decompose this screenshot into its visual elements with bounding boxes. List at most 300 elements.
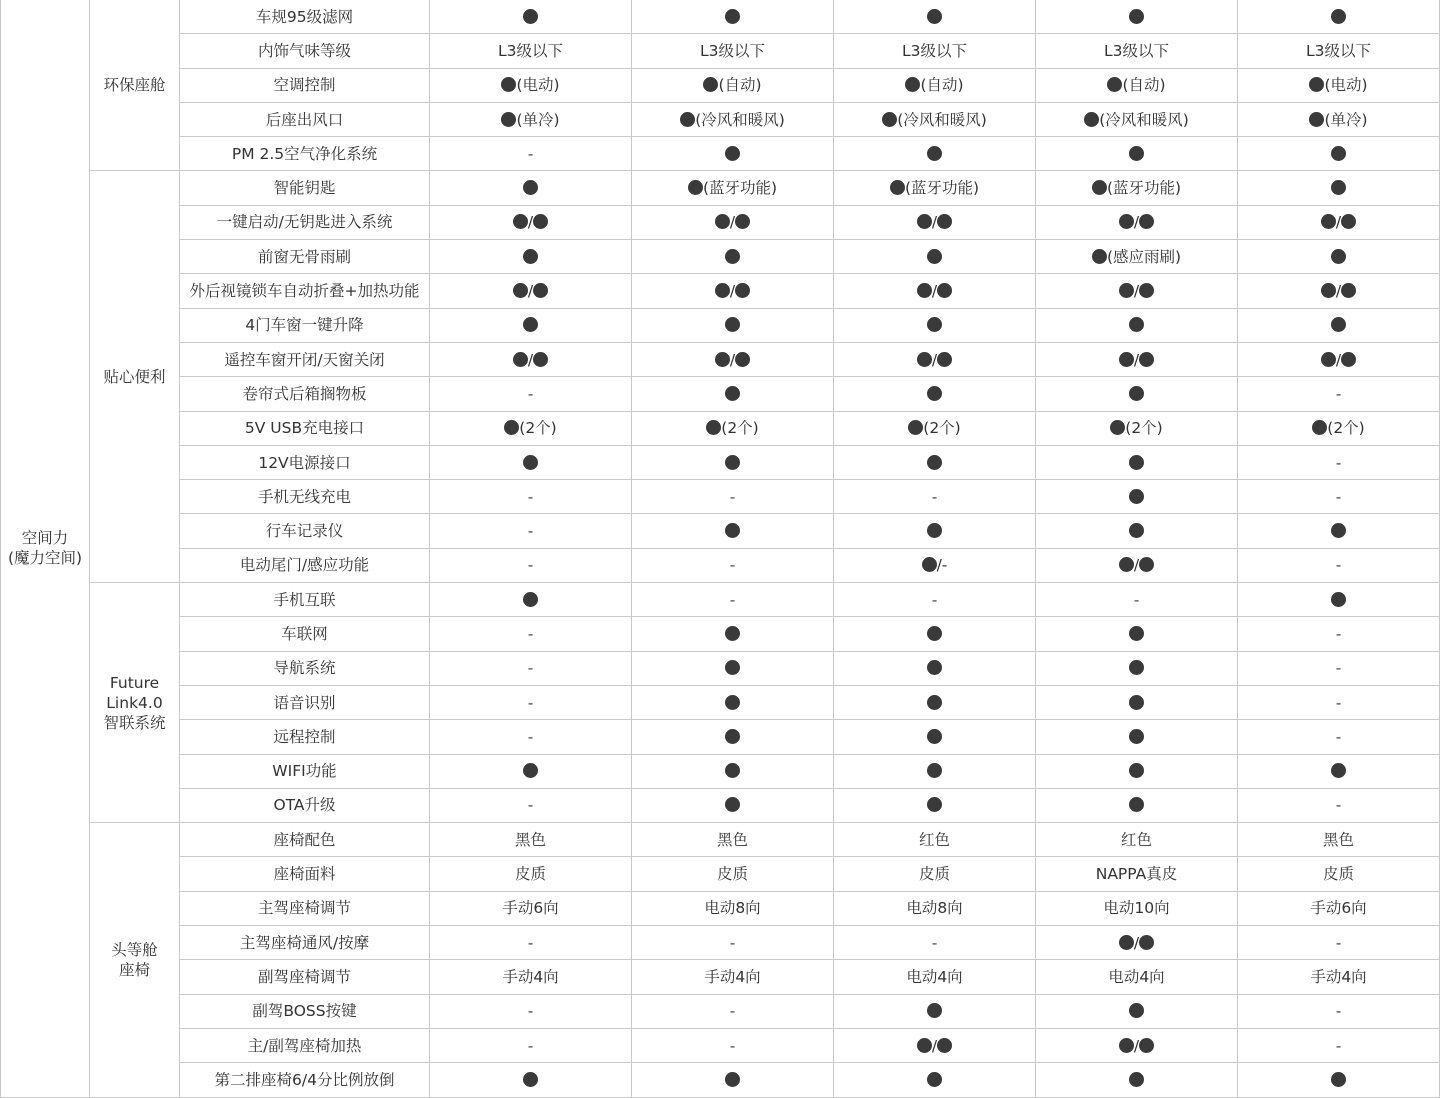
trim-value-cell — [632, 583, 834, 617]
trim-value-cell — [430, 1063, 632, 1097]
standard-dot-icon — [917, 283, 932, 298]
standard-dot-icon — [523, 249, 538, 264]
standard-dot-icon — [1110, 420, 1125, 435]
table-row — [1, 274, 1440, 308]
standard-dot-icon — [927, 763, 942, 778]
standard-dot-icon — [1331, 317, 1346, 332]
trim-value-cell — [834, 171, 1036, 205]
value-text: 皮质 — [514, 865, 546, 884]
standard-dot-icon — [1331, 146, 1346, 161]
value-text: / — [1133, 933, 1140, 952]
table-row — [1, 754, 1440, 788]
dash-mark: - — [1335, 796, 1342, 815]
trim-value-cell — [1238, 1063, 1440, 1097]
feature-name: OTA升级 — [180, 788, 430, 822]
trim-value-cell — [834, 480, 1036, 514]
standard-dot-icon — [1129, 386, 1144, 401]
trim-value-cell — [1238, 583, 1440, 617]
trim-value-cell — [1238, 308, 1440, 342]
trim-value-cell — [1036, 685, 1238, 719]
trim-value-cell — [632, 0, 834, 34]
standard-dot-icon — [523, 180, 538, 195]
feature-name: 车规95级滤网 — [180, 0, 430, 34]
standard-dot-icon — [1139, 283, 1154, 298]
standard-dot-icon — [927, 317, 942, 332]
dash-mark: - — [1335, 556, 1342, 575]
dash-mark: - — [527, 659, 534, 678]
trim-value-cell — [1036, 480, 1238, 514]
trim-value-cell — [834, 240, 1036, 274]
value-text: / — [931, 1036, 938, 1055]
trim-value-cell — [1238, 720, 1440, 754]
value-text: 电动4向 — [906, 967, 963, 986]
trim-value-cell — [632, 720, 834, 754]
feature-name: 座椅面料 — [180, 857, 430, 891]
trim-value-cell — [1036, 308, 1238, 342]
group-label-cell — [90, 171, 180, 583]
standard-dot-icon — [927, 9, 942, 24]
dash-mark: - — [527, 1036, 534, 1055]
trim-value-cell — [1238, 788, 1440, 822]
standard-dot-icon — [725, 626, 740, 641]
trim-value-cell — [632, 137, 834, 171]
standard-dot-icon — [703, 77, 718, 92]
trim-value-cell — [1036, 617, 1238, 651]
trim-value-cell — [430, 205, 632, 239]
value-text: 手动6向 — [1310, 899, 1367, 918]
trim-value-cell — [632, 514, 834, 548]
value-text: / — [729, 213, 736, 232]
trim-value-cell — [430, 685, 632, 719]
dash-mark: - — [1133, 590, 1140, 609]
trim-value-cell — [632, 274, 834, 308]
trim-value-cell — [1238, 377, 1440, 411]
dash-mark: - — [527, 522, 534, 541]
feature-name: 手机互联 — [180, 583, 430, 617]
standard-dot-icon — [927, 729, 942, 744]
trim-value-cell — [1238, 171, 1440, 205]
trim-value-cell — [430, 926, 632, 960]
table-row — [1, 342, 1440, 376]
trim-value-cell — [632, 102, 834, 136]
value-text: / — [729, 282, 736, 301]
standard-dot-icon — [1139, 935, 1154, 950]
value-text: 电动8向 — [906, 899, 963, 918]
feature-name: 前窗无骨雨刷 — [180, 240, 430, 274]
feature-name: 5V USB充电接口 — [180, 411, 430, 445]
trim-value-cell — [1238, 994, 1440, 1028]
value-text: / — [527, 350, 534, 369]
standard-dot-icon — [1129, 660, 1144, 675]
dash-mark: - — [1335, 693, 1342, 712]
standard-dot-icon — [1129, 317, 1144, 332]
value-text: 电动10向 — [1103, 899, 1170, 918]
standard-dot-icon — [1129, 455, 1144, 470]
value-text: / — [931, 282, 938, 301]
standard-dot-icon — [725, 523, 740, 538]
standard-dot-icon — [1139, 352, 1154, 367]
standard-dot-icon — [1129, 763, 1144, 778]
standard-dot-icon — [533, 283, 548, 298]
trim-value-cell — [834, 891, 1036, 925]
value-text: / — [1335, 213, 1342, 232]
trim-value-cell — [1036, 857, 1238, 891]
group-label: 智联系统 — [103, 713, 166, 732]
feature-name: PM 2.5空气净化系统 — [180, 137, 430, 171]
feature-name: 12V电源接口 — [180, 445, 430, 479]
trim-value-cell — [1036, 68, 1238, 102]
standard-dot-icon — [927, 146, 942, 161]
trim-value-cell — [1036, 583, 1238, 617]
standard-dot-icon — [1331, 249, 1346, 264]
trim-value-cell — [1036, 548, 1238, 582]
trim-value-cell — [1036, 1028, 1238, 1062]
trim-value-cell — [834, 1028, 1036, 1062]
feature-name: 副驾BOSS按键 — [180, 994, 430, 1028]
standard-dot-icon — [735, 214, 750, 229]
table-row — [1, 411, 1440, 445]
value-text: (冷风和暖风) — [897, 110, 987, 129]
standard-dot-icon — [1129, 729, 1144, 744]
trim-value-cell — [632, 754, 834, 788]
trim-value-cell — [632, 34, 834, 68]
standard-dot-icon — [533, 214, 548, 229]
trim-value-cell — [430, 0, 632, 34]
trim-value-cell — [430, 651, 632, 685]
standard-dot-icon — [533, 352, 548, 367]
standard-dot-icon — [927, 695, 942, 710]
trim-value-cell — [430, 514, 632, 548]
value-text: 手动4向 — [704, 967, 761, 986]
standard-dot-icon — [927, 1072, 942, 1087]
table-row — [1, 994, 1440, 1028]
feature-name: 外后视镜锁车自动折叠+加热功能 — [180, 274, 430, 308]
standard-dot-icon — [725, 249, 740, 264]
trim-value-cell — [430, 137, 632, 171]
standard-dot-icon — [882, 112, 897, 127]
table-row — [1, 205, 1440, 239]
trim-value-cell — [834, 994, 1036, 1028]
group-label: 环保座舱 — [103, 76, 166, 95]
table-row — [1, 514, 1440, 548]
standard-dot-icon — [1129, 489, 1144, 504]
standard-dot-icon — [1129, 9, 1144, 24]
standard-dot-icon — [513, 283, 528, 298]
trim-value-cell — [430, 308, 632, 342]
value-text: L3级以下 — [902, 41, 967, 60]
table-row — [1, 480, 1440, 514]
trim-value-cell — [632, 685, 834, 719]
table-row — [1, 1063, 1440, 1097]
trim-value-cell — [1238, 617, 1440, 651]
trim-value-cell — [1036, 960, 1238, 994]
trim-value-cell — [632, 308, 834, 342]
trim-value-cell — [1238, 548, 1440, 582]
standard-dot-icon — [1341, 352, 1356, 367]
table-row — [1, 651, 1440, 685]
trim-value-cell — [430, 342, 632, 376]
standard-dot-icon — [1331, 1072, 1346, 1087]
value-text: / — [527, 213, 534, 232]
standard-dot-icon — [1331, 763, 1346, 778]
dash-mark: - — [527, 487, 534, 506]
standard-dot-icon — [725, 9, 740, 24]
value-text: 电动8向 — [704, 899, 761, 918]
value-text: (单冷) — [1324, 110, 1368, 129]
standard-dot-icon — [725, 455, 740, 470]
table-row — [1, 0, 1440, 34]
trim-value-cell — [632, 1063, 834, 1097]
group-label: 贴心便利 — [103, 367, 166, 386]
trim-value-cell — [1036, 377, 1238, 411]
standard-dot-icon — [523, 592, 538, 607]
trim-value-cell — [632, 994, 834, 1028]
dash-mark: - — [931, 933, 938, 952]
trim-value-cell — [1036, 514, 1238, 548]
trim-value-cell — [430, 788, 632, 822]
value-text: 黑色 — [716, 830, 748, 849]
trim-value-cell — [632, 788, 834, 822]
feature-name: 电动尾门/感应功能 — [180, 548, 430, 582]
standard-dot-icon — [927, 249, 942, 264]
standard-dot-icon — [927, 660, 942, 675]
standard-dot-icon — [1092, 180, 1107, 195]
value-text: 手动4向 — [502, 967, 559, 986]
standard-dot-icon — [523, 455, 538, 470]
trim-value-cell — [632, 548, 834, 582]
trim-value-cell — [834, 788, 1036, 822]
feature-name: 手机无线充电 — [180, 480, 430, 514]
trim-value-cell — [1238, 685, 1440, 719]
value-text: (2个) — [519, 419, 557, 438]
table-row — [1, 445, 1440, 479]
trim-value-cell — [1238, 274, 1440, 308]
value-text: (单冷) — [516, 110, 560, 129]
value-text: 手动6向 — [502, 899, 559, 918]
trim-value-cell — [632, 1028, 834, 1062]
feature-name: 行车记录仪 — [180, 514, 430, 548]
trim-value-cell — [1036, 171, 1238, 205]
top-category-cell — [1, 0, 90, 1097]
value-text: (自动) — [718, 76, 762, 95]
trim-value-cell — [834, 0, 1036, 34]
value-text: (自动) — [1122, 76, 1166, 95]
standard-dot-icon — [1092, 249, 1107, 264]
dash-mark: - — [729, 1002, 736, 1021]
standard-dot-icon — [1331, 180, 1346, 195]
feature-name: 车联网 — [180, 617, 430, 651]
value-text: L3级以下 — [700, 41, 765, 60]
standard-dot-icon — [917, 352, 932, 367]
standard-dot-icon — [513, 214, 528, 229]
value-text: / — [931, 350, 938, 369]
standard-dot-icon — [1129, 146, 1144, 161]
value-text: (冷风和暖风) — [695, 110, 785, 129]
top-category-sublabel: (魔力空间) — [7, 549, 83, 568]
trim-value-cell — [1238, 342, 1440, 376]
standard-dot-icon — [1129, 626, 1144, 641]
trim-value-cell — [1238, 857, 1440, 891]
standard-dot-icon — [927, 523, 942, 538]
trim-value-cell — [430, 823, 632, 857]
group-label: Link4.0 — [106, 693, 163, 712]
table-row — [1, 720, 1440, 754]
trim-value-cell — [1036, 240, 1238, 274]
trim-value-cell — [834, 137, 1036, 171]
standard-dot-icon — [908, 420, 923, 435]
feature-name: 4门车窗一键升降 — [180, 308, 430, 342]
trim-value-cell — [632, 823, 834, 857]
table-row — [1, 788, 1440, 822]
trim-value-cell — [1238, 891, 1440, 925]
standard-dot-icon — [725, 660, 740, 675]
trim-value-cell — [834, 68, 1036, 102]
table-row — [1, 1028, 1440, 1062]
trim-value-cell — [632, 960, 834, 994]
trim-value-cell — [430, 445, 632, 479]
feature-name: 主/副驾座椅加热 — [180, 1028, 430, 1062]
feature-name: 卷帘式后箱搁物板 — [180, 377, 430, 411]
trim-value-cell — [1238, 480, 1440, 514]
dash-mark: - — [729, 933, 736, 952]
value-text: 红色 — [918, 830, 950, 849]
trim-value-cell — [430, 857, 632, 891]
trim-value-cell — [632, 617, 834, 651]
table-row — [1, 960, 1440, 994]
standard-dot-icon — [1139, 557, 1154, 572]
value-text: (冷风和暖风) — [1099, 110, 1189, 129]
table-row — [1, 823, 1440, 857]
standard-dot-icon — [725, 695, 740, 710]
trim-value-cell — [430, 240, 632, 274]
trim-value-cell — [834, 617, 1036, 651]
trim-value-cell — [1238, 240, 1440, 274]
trim-value-cell — [430, 34, 632, 68]
trim-value-cell — [1036, 342, 1238, 376]
trim-value-cell — [1238, 68, 1440, 102]
trim-value-cell — [430, 960, 632, 994]
trim-value-cell — [430, 1028, 632, 1062]
group-label-cell — [90, 0, 180, 171]
feature-name: 空调控制 — [180, 68, 430, 102]
feature-name: WIFI功能 — [180, 754, 430, 788]
trim-value-cell — [1238, 445, 1440, 479]
trim-value-cell — [632, 480, 834, 514]
trim-value-cell — [1036, 445, 1238, 479]
feature-name: 主驾座椅调节 — [180, 891, 430, 925]
trim-value-cell — [834, 1063, 1036, 1097]
feature-name: 第二排座椅6/4分比例放倒 — [180, 1063, 430, 1097]
standard-dot-icon — [1321, 352, 1336, 367]
standard-dot-icon — [725, 797, 740, 812]
standard-dot-icon — [735, 352, 750, 367]
feature-name: 副驾座椅调节 — [180, 960, 430, 994]
trim-value-cell — [1036, 0, 1238, 34]
value-text: (2个) — [1125, 419, 1163, 438]
value-text: (2个) — [721, 419, 759, 438]
value-text: / — [1133, 282, 1140, 301]
feature-name: 远程控制 — [180, 720, 430, 754]
trim-value-cell — [834, 377, 1036, 411]
trim-value-cell — [834, 720, 1036, 754]
trim-value-cell — [834, 754, 1036, 788]
trim-value-cell — [632, 891, 834, 925]
standard-dot-icon — [688, 180, 703, 195]
standard-dot-icon — [1321, 283, 1336, 298]
standard-dot-icon — [680, 112, 695, 127]
value-text: L3级以下 — [1306, 41, 1371, 60]
trim-value-cell — [834, 274, 1036, 308]
dash-mark: - — [1335, 624, 1342, 643]
standard-dot-icon — [1119, 935, 1134, 950]
trim-value-cell — [430, 377, 632, 411]
trim-value-cell — [834, 411, 1036, 445]
standard-dot-icon — [725, 729, 740, 744]
trim-value-cell — [834, 960, 1036, 994]
table-row — [1, 137, 1440, 171]
group-label-cell — [90, 823, 180, 1097]
group-label: Future — [109, 673, 160, 692]
value-text: L3级以下 — [1104, 41, 1169, 60]
trim-value-cell — [1238, 651, 1440, 685]
dash-mark: - — [527, 693, 534, 712]
trim-value-cell — [1036, 720, 1238, 754]
standard-dot-icon — [1129, 1003, 1144, 1018]
group-label: 座椅 — [118, 960, 150, 979]
standard-dot-icon — [501, 112, 516, 127]
trim-value-cell — [1036, 926, 1238, 960]
standard-dot-icon — [725, 317, 740, 332]
feature-name: 内饰气味等级 — [180, 34, 430, 68]
standard-dot-icon — [1119, 557, 1134, 572]
trim-value-cell — [1036, 651, 1238, 685]
standard-dot-icon — [1119, 1038, 1134, 1053]
standard-dot-icon — [725, 146, 740, 161]
standard-dot-icon — [1119, 214, 1134, 229]
dash-mark: - — [527, 556, 534, 575]
table-row — [1, 685, 1440, 719]
dash-mark: - — [1335, 727, 1342, 746]
value-text: (2个) — [923, 419, 961, 438]
dash-mark: - — [1335, 384, 1342, 403]
standard-dot-icon — [725, 386, 740, 401]
trim-value-cell — [430, 274, 632, 308]
standard-dot-icon — [1119, 352, 1134, 367]
standard-dot-icon — [513, 352, 528, 367]
table-row — [1, 926, 1440, 960]
dash-mark: - — [729, 590, 736, 609]
value-text: 电动4向 — [1108, 967, 1165, 986]
standard-dot-icon — [1341, 214, 1356, 229]
standard-dot-icon — [1331, 523, 1346, 538]
trim-value-cell — [1036, 411, 1238, 445]
trim-value-cell — [430, 411, 632, 445]
trim-value-cell — [632, 926, 834, 960]
feature-name: 一键启动/无钥匙进入系统 — [180, 205, 430, 239]
trim-value-cell — [1238, 0, 1440, 34]
feature-name: 智能钥匙 — [180, 171, 430, 205]
standard-dot-icon — [523, 763, 538, 778]
value-text: 手动4向 — [1310, 967, 1367, 986]
trim-value-cell — [430, 548, 632, 582]
standard-dot-icon — [523, 1072, 538, 1087]
value-text: / — [1133, 213, 1140, 232]
value-text: / — [1133, 350, 1140, 369]
trim-value-cell — [834, 651, 1036, 685]
dash-mark: - — [527, 144, 534, 163]
value-text: 黑色 — [1322, 830, 1354, 849]
trim-value-cell — [632, 651, 834, 685]
